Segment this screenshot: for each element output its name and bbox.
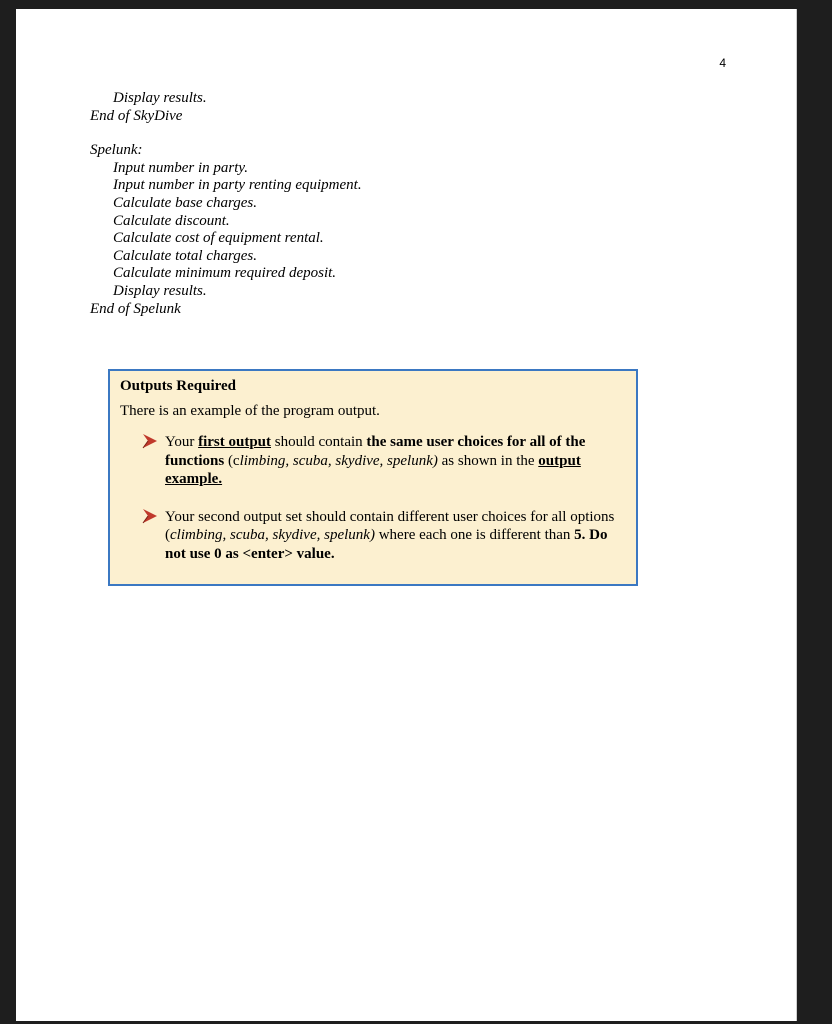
box-intro: There is an example of the program output. <box>120 403 380 419</box>
skydive-end: End of SkyDive <box>90 107 183 124</box>
spelunk-step: Input number in party renting equipment. <box>113 177 362 194</box>
box-title: Outputs Required <box>120 378 237 394</box>
spelunk-end: End of Spelunk <box>90 300 181 317</box>
spelunk-step: Calculate base charges. <box>113 194 258 211</box>
pseudocode-block <box>90 90 362 318</box>
spelunk-step: Calculate cost of equipment rental. <box>113 230 324 247</box>
spelunk-step: Display results. <box>113 282 207 299</box>
bullet-first-output: Your first output should contain the same user choices for all of the functions (climbing, scuba, skydive, spelunk) as shown in the output example. <box>120 433 626 489</box>
spelunk-step: Calculate total charges. <box>113 247 258 264</box>
arrow-bullet-icon <box>142 508 158 524</box>
spelunk-step: Calculate discount. <box>113 212 230 229</box>
page-number: 4 <box>719 56 726 70</box>
spelunk-title: Spelunk: <box>90 142 143 159</box>
spelunk-step: Input number in party. <box>113 159 248 176</box>
bullet-second-output: Your second output set should contain different user choices for all options (climbing, scuba, skydive, spelunk) where each one is different than 5. Do not use 0 as <enter> value. <box>120 508 626 564</box>
skydive-step: Display results. <box>113 90 207 106</box>
arrow-bullet-icon <box>142 433 158 449</box>
spelunk-step: Calculate minimum required deposit. <box>113 265 337 282</box>
document-page <box>16 9 797 1021</box>
outputs-required-box <box>108 369 638 586</box>
